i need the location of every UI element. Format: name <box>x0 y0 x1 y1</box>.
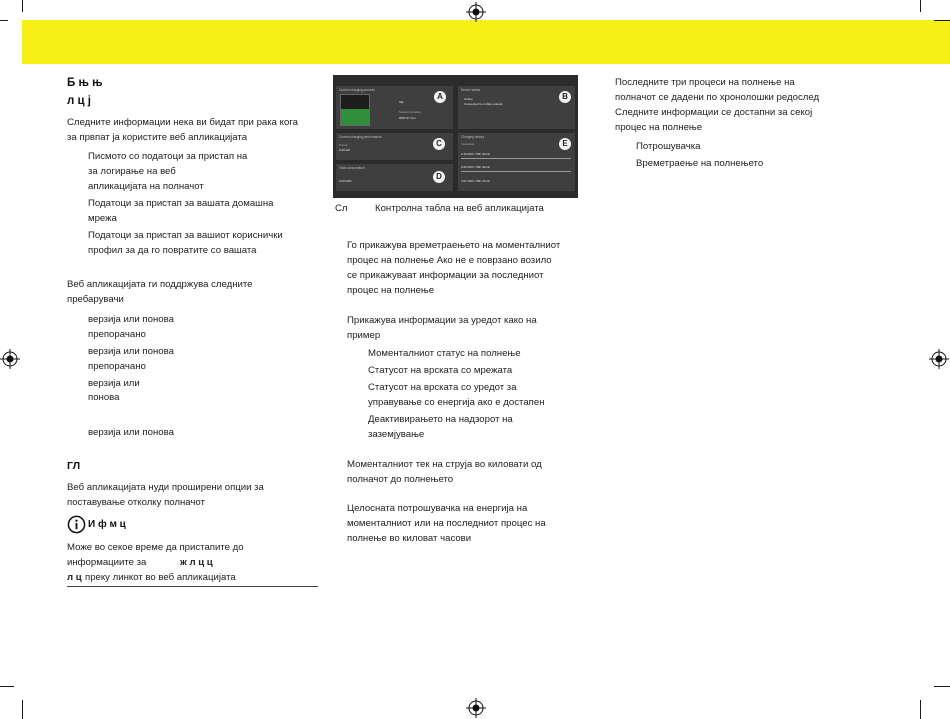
sub-heading: ГЛ <box>67 460 81 472</box>
browser-item: понова <box>88 392 120 403</box>
paragraph: Следните информации се достапни за секој <box>615 107 813 118</box>
browser-item: препорачано <box>88 361 146 372</box>
list-item: апликацијата на полначот <box>88 181 204 192</box>
figure-caption: Контролна табла на веб апликацијата <box>375 203 544 214</box>
list-item: Писмото со податоци за пристап на <box>88 151 248 162</box>
section-heading: л ц ј <box>67 95 91 107</box>
crop-mark <box>934 686 950 687</box>
paragraph: процес на полнење <box>347 285 435 296</box>
badge-D: D <box>433 171 445 183</box>
crop-mark <box>920 700 921 719</box>
list-item: мрежа <box>88 213 117 224</box>
crop-mark <box>22 0 23 12</box>
list-item: Времетраење на полнењето <box>636 158 764 169</box>
dashboard-image <box>333 75 578 198</box>
list-item: Потрошувачка <box>636 141 701 152</box>
crop-mark <box>0 686 14 687</box>
paragraph: полначот до полнењето <box>347 474 454 485</box>
badge-C: C <box>433 138 445 150</box>
paragraph: Моменталниот тек на струја во киловати од <box>347 459 542 470</box>
browser-item: верзија или понова <box>88 427 174 438</box>
browser-item: верзија или понова <box>88 346 174 357</box>
crop-mark <box>920 0 921 12</box>
paragraph: полначот се дадени по хронолошки редослед <box>615 92 820 103</box>
browsers-intro: Веб апликацијата ги поддржува следните <box>67 279 253 290</box>
info-icon <box>67 515 86 534</box>
list-item: Податоци за пристап за вашата домашна <box>88 198 274 209</box>
list-item: управување со енергија ако е достапен <box>368 397 545 408</box>
badge-A: A <box>434 91 446 103</box>
intro-text: за првпат ја користите веб апликацијата <box>67 132 248 143</box>
paragraph: полнење во киловат часови <box>347 533 472 544</box>
list-item: заземјување <box>368 429 425 440</box>
info-bold-text: л ц <box>67 572 82 583</box>
section-heading: Б њ њ <box>67 77 103 89</box>
tile-charging-history: Charging history Yesterday 2.13 kWh / 59h 30min 0.00 kWh / 59h 30min 3.07 kWh / 59h 27min E <box>458 133 575 191</box>
list-item: Статусот на врската со уредот за <box>368 382 517 393</box>
battery-graphic <box>340 94 370 126</box>
paragraph: пример <box>347 330 381 341</box>
registration-mark-icon <box>929 349 949 369</box>
header-band <box>22 20 950 64</box>
paragraph: процес на полнење <box>615 122 703 133</box>
info-text: информациите за <box>67 557 147 568</box>
figure-caption-prefix: Сл <box>335 203 348 214</box>
info-text: Може во секое време да пристапите до <box>67 542 244 553</box>
paragraph: Го прикажува времетраењето на моменталниот <box>347 240 561 251</box>
paragraph: Прикажува информации за уредот како на <box>347 315 537 326</box>
sub-text: поставување отколку полначот <box>67 497 205 508</box>
list-item: за логирање на веб <box>88 166 176 177</box>
paragraph: Целосната потрошувачка на енергија на <box>347 503 528 514</box>
sub-text: Веб апликацијата нуди проширени опции за <box>67 482 264 493</box>
info-link-text[interactable]: преку линкот во веб апликацијата <box>85 572 236 583</box>
badge-B: B <box>559 91 571 103</box>
list-item: Деактивирањето на надзорот на <box>368 414 513 425</box>
list-item: Податоци за пристап за вашиот кориснички <box>88 230 283 241</box>
registration-mark-icon <box>466 2 486 22</box>
list-item: Статусот на врската со мрежата <box>368 365 513 376</box>
browser-item: препорачано <box>88 329 146 340</box>
paragraph: процес на полнење Ако не е поврзано возило <box>347 255 552 266</box>
crop-mark <box>0 20 8 21</box>
registration-mark-icon <box>466 698 486 718</box>
paragraph: моменталниот или на последниот процес на <box>347 518 546 529</box>
paragraph: се прикажуваат информации за последниот <box>347 270 544 281</box>
crop-mark <box>22 700 23 719</box>
browser-item: верзија или <box>88 378 140 389</box>
info-bold-text: ж л ц ц <box>180 557 213 568</box>
browsers-intro: пребарувачи <box>67 294 124 305</box>
tile-charging-performance: Current charging performance Power 0.00 kW C <box>336 133 453 160</box>
list-item: профил за да го повратите со вашата <box>88 245 257 256</box>
tile-current-charging: Current charging process Idle Session duration 0000:37 min A <box>336 86 453 129</box>
list-item: Моменталниот статус на полнење <box>368 348 521 359</box>
paragraph: Последните три процеси на полнење на <box>615 77 795 88</box>
tile-total-consumption: Total consumption 2.00 kWh D <box>336 164 453 191</box>
badge-E: E <box>559 138 571 150</box>
divider <box>67 586 318 587</box>
info-title: И ф м ц <box>88 519 126 530</box>
browser-item: верзија или понова <box>88 314 174 325</box>
registration-mark-icon <box>0 349 20 369</box>
intro-text: Следните информации нека ви бидат при рака кога <box>67 117 298 128</box>
crop-mark <box>934 20 950 21</box>
tile-device-status: Device status Online Connected to mobile network B <box>458 86 575 129</box>
